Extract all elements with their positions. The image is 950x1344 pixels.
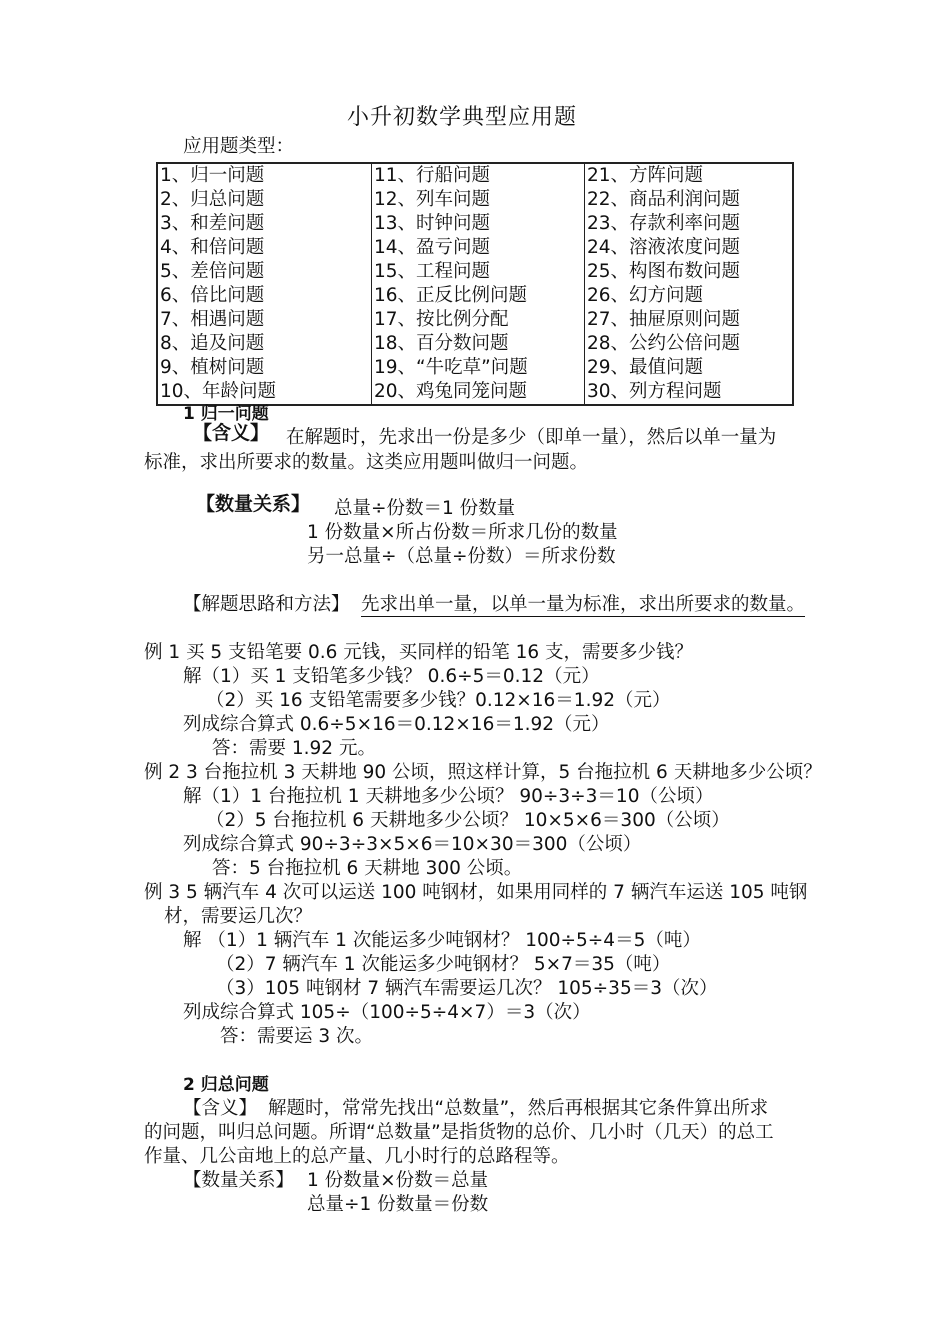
type-item: 30、列方程问题 xyxy=(587,381,722,402)
example-1-formula: 列成综合算式 0.6÷5×16＝0.12×16＝1.92（元） xyxy=(183,714,610,735)
section-1-relation-2: 1 份数量×所占份数＝所求几份的数量 xyxy=(307,522,618,543)
type-item: 25、构图布数问题 xyxy=(587,261,741,282)
example-3-answer: 答：需要运 3 次。 xyxy=(220,1026,374,1047)
type-item: 27、抽屉原则问题 xyxy=(587,309,741,330)
types-column-2 xyxy=(372,163,585,405)
type-item: 8、追及问题 xyxy=(160,333,265,354)
example-3-question-cont: 材，需要运几次？ xyxy=(164,906,313,927)
example-1-answer: 答：需要 1.92 元。 xyxy=(212,738,376,759)
type-item: 29、最值问题 xyxy=(587,357,704,378)
type-item: 14、盈亏问题 xyxy=(374,237,491,258)
section-1-relation-label: 【数量关系】 xyxy=(196,493,311,515)
type-item: 6、倍比问题 xyxy=(160,285,265,306)
type-item: 2、归总问题 xyxy=(160,189,265,210)
example-2-formula: 列成综合算式 90÷3÷3×5×6＝10×30＝300（公顷） xyxy=(183,834,642,855)
example-1-step-2: （2）买 16 支铅笔需要多少钱？0.12×16＝1.92（元） xyxy=(206,690,671,711)
section-2-relation-2: 总量÷1 份数量＝份数 xyxy=(307,1194,489,1215)
type-item: 4、和倍问题 xyxy=(160,237,265,258)
section-1-method-label: 【解题思路和方法】 xyxy=(183,594,350,615)
types-label: 应用题类型： xyxy=(183,136,295,157)
type-item: 20、鸡兔同笼问题 xyxy=(374,381,528,402)
type-item: 15、工程问题 xyxy=(374,261,491,282)
types-column-3 xyxy=(585,163,794,405)
type-item: 16、正反比例问题 xyxy=(374,285,528,306)
section-2-meaning-line-3: 作量、几公亩地上的总产量、几小时行的总路程等。 xyxy=(144,1146,570,1167)
example-1-step-1: 解（1）买 1 支铅笔多少钱？ 0.6÷5＝0.12（元） xyxy=(183,666,600,687)
example-3-step-2: （2）7 辆汽车 1 次能运多少吨钢材？ 5×7＝35（吨） xyxy=(216,954,671,975)
type-item: 22、商品利润问题 xyxy=(587,189,741,210)
type-item: 11、行船问题 xyxy=(374,165,491,186)
example-3-step-3: （3）105 吨钢材 7 辆汽车需要运几次？ 105÷35＝3（次） xyxy=(216,978,718,999)
type-item: 19、“牛吃草”问题 xyxy=(374,357,528,378)
type-item: 21、方阵问题 xyxy=(587,165,704,186)
type-item: 13、时钟问题 xyxy=(374,213,491,234)
type-item: 26、幻方问题 xyxy=(587,285,704,306)
example-2-step-1: 解（1）1 台拖拉机 1 天耕地多少公顷？ 90÷3÷3＝10（公顷） xyxy=(183,786,714,807)
type-item: 12、列车问题 xyxy=(374,189,491,210)
type-item: 28、公约公倍问题 xyxy=(587,333,741,354)
example-2-step-2: （2）5 台拖拉机 6 天耕地多少公顷？ 10×5×6＝300（公顷） xyxy=(206,810,730,831)
type-item: 7、相遇问题 xyxy=(160,309,265,330)
section-1-meaning-line-1: 在解题时，先求出一份是多少（即单一量），然后以单一量为 xyxy=(286,427,777,448)
example-3-step-1: 解 （1）1 辆汽车 1 次能运多少吨钢材？ 100÷5÷4＝5（吨） xyxy=(183,930,701,951)
page-title: 小升初数学典型应用题 xyxy=(347,105,578,130)
type-item: 17、按比例分配 xyxy=(374,309,509,330)
example-3-question: 例 3 5 辆汽车 4 次可以运送 100 吨钢材，如果用同样的 7 辆汽车运送 105 吨钢 xyxy=(144,882,808,903)
section-1-meaning-line-2: 标准，求出所要求的数量。这类应用题叫做归一问题。 xyxy=(144,452,589,473)
section-1-method-text: 先求出单一量，以单一量为标准，求出所要求的数量。 xyxy=(361,594,806,615)
section-1-relation-1: 总量÷份数＝1 份数量 xyxy=(334,498,516,519)
type-item: 1、归一问题 xyxy=(160,165,265,186)
section-2-meaning-line-2: 的问题，叫归总问题。所谓“总数量”是指货物的总价、几小时（几天）的总工 xyxy=(144,1122,774,1143)
problem-types-table xyxy=(156,162,794,406)
example-3-formula: 列成综合算式 105÷（100÷5÷4×7）＝3（次） xyxy=(183,1002,591,1023)
type-item: 10、年龄问题 xyxy=(160,381,277,402)
section-1-relation-3: 另一总量÷（总量÷份数）＝所求份数 xyxy=(307,546,616,567)
section-2-meaning-label: 【含义】 xyxy=(183,1098,258,1119)
type-item: 24、溶液浓度问题 xyxy=(587,237,741,258)
types-column-1 xyxy=(157,163,372,405)
section-2-meaning-line-1: 解题时，常常先找出“总数量”，然后再根据其它条件算出所求 xyxy=(268,1098,769,1119)
example-1-question: 例 1 买 5 支铅笔要 0.6 元钱，买同样的铅笔 16 支，需要多少钱？ xyxy=(144,642,694,663)
type-item: 3、和差问题 xyxy=(160,213,265,234)
type-item: 9、植树问题 xyxy=(160,357,265,378)
type-item: 23、存款利率问题 xyxy=(587,213,741,234)
section-1-heading: 1 归一问题 xyxy=(183,404,269,424)
section-2-heading: 2 归总问题 xyxy=(183,1075,269,1095)
section-2-relation-1: 1 份数量×份数＝总量 xyxy=(307,1170,489,1191)
section-1-meaning-label: 【含义】 xyxy=(193,422,270,444)
type-item: 5、差倍问题 xyxy=(160,261,265,282)
example-2-question: 例 2 3 台拖拉机 3 天耕地 90 公顷，照这样计算，5 台拖拉机 6 天耕地多少公顷？ xyxy=(144,762,822,783)
type-item: 18、百分数问题 xyxy=(374,333,509,354)
example-2-answer: 答：5 台拖拉机 6 天耕地 300 公顷。 xyxy=(212,858,523,879)
section-2-relation-label: 【数量关系】 xyxy=(183,1170,295,1191)
